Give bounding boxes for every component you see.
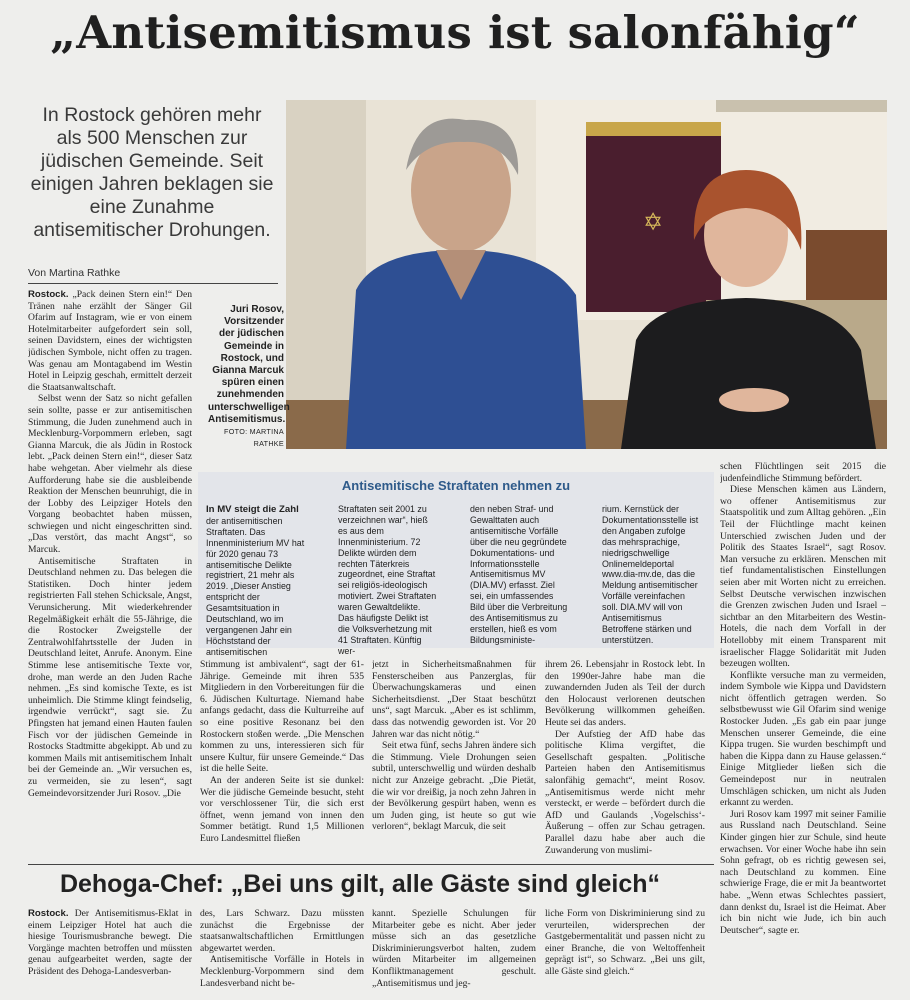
- article-column-1: [28, 289, 192, 857]
- article-column-2: [200, 659, 364, 864]
- svg-text:✡: ✡: [642, 208, 664, 236]
- paragraph: Der Aufstieg der AfD habe das politische Klima vergiftet, die Gesellschaft gespalten. „Politische Parteien haben den Antisemitismus salonfähig gemacht“, meint Rosov. „Antisemitismus werde nicht mehr versteckt, er werde – befördert durch die AfD und Gaulands ‚Vogelschiss‘-Äußerung – offen zur Schau getragen. Parallel dazu habe aber auch die Zuwanderung von muslimi-: [545, 728, 705, 856]
- photo-credit: FOTO: MARTINA RATHKE: [224, 427, 284, 449]
- article2-column-2: [200, 908, 364, 1000]
- article2-column-3: [372, 908, 536, 1000]
- paragraph: Antisemitische Straftaten in Deutschland nehmen zu. Das belegen die Statistiken. Doch hinter jedem registrierten Fall stehen Schicksale, Angst, Verunsicherung. Mit wiederkehrender Regelmäßigkeit erhält die 55-Jährige, die die Rostocker Zweigstelle der Zentralwohlfahrtsstelle der Juden in Deutschland leitet, Anrufe. Anonym. Eine Stimme lese antisemitische Texte vor, drohe, man werde an den Juden Rache nehmen. „Es sind komische Texte, es ist unheimlich. Die Stimme klingt feindselig, irgendwie verrückt“, sagt sie. Zu Pfingsten hat jemand einen Hauten faulen Fisch vor der jüdischen Gemeinde in Rostocks Stadtmitte abgekippt. Ab und zu kommen Mails mit antisemitischem Inhalt bei der Gemeinde an. „Wir versuchen es, zu vermeiden, sie zu lesen“, sagt Gemeindevorsitzender Juri Rosov. „Die: [28, 555, 192, 799]
- section-rule: [28, 864, 714, 865]
- paragraph: Antisemitische Vorfälle in Hotels in Mecklenburg-Vorpommern sind dem Landesverband nicht be-: [200, 954, 364, 989]
- paragraph: „Pack deinen Stern ein!“ Den Tränen nahe erzählt der Sänger Gil Ofarim auf Instagram, wie er von einem Hotelmitarbeiter aufgefordert sein soll, seinen Davidstern, eines der wichtigsten jüdischen Symbole, nicht offen zu tragen. Was genau am Montagabend im Westin Hotel in Leipzig geschah, ermittelt derzeit die Staatsanwaltschaft.: [28, 289, 192, 393]
- article-photo: [286, 100, 887, 449]
- paragraph: liche Form von Diskriminierung sind zu verurteilen, widersprechen der Gastgebermentalität und passen nicht zu einer Branche, die von Weltoffenheit geprägt ist“, so Schwarz. „Bei uns gilt, alle Gäste sind gleich.“: [545, 908, 705, 977]
- article-column-5: [720, 461, 886, 1000]
- paragraph: Konflikte versuche man zu vermeiden, indem Symbole wie Kippa und Davidstern nicht öffentlich getragen werden. So selbstbewusst wie Gil Ofarim sind wenige Rostocker Juden. „Es gab ein paar junge Menschen unserer Gemeinde, die eine Kippa trugen. Sie wurden beschimpft und haben die Kippa dann zu Hause gelassen.“ Einige Mitglieder ließen sich die Gemeindepost nur in neutralen Umschlägen schicken, um nicht als Juden erkannt zu werden.: [720, 669, 886, 809]
- article-column-4: [545, 659, 705, 864]
- caption-text: Juri Rosov, Vorsitzender der jüdischen Gemeinde in Rostock, und Gianna Marcuk spüren einen zunehmenden unterschwelligen Antisemitismus.: [208, 304, 290, 425]
- photo-caption: [208, 304, 290, 450]
- dateline: Rostock.: [28, 908, 69, 919]
- info-box-column-2: Straftaten seit 2001 zu verzeichnen war“, hieß es aus dem Innenministerium. 72 Delikte würden dem rechten Täterkreis zugeordnet, eine Straftat sei religiös-ideologisch motiviert. Zwei Straftaten waren Gewaltdelikte. Das häufigste Delikt ist die Volksverhetzung mit 41 Straftaten. Künftig wer-: [338, 504, 437, 656]
- dateline: Rostock.: [28, 289, 69, 300]
- paragraph: Juri Rosov kam 1997 mit seiner Familie aus Russland nach Deutschland. Seine Kinder gingen hier zur Schule, sind heute erwachsen. Vor einer Woche habe ihn sein Sohn gefragt, ob es richtig gewesen sei, nach Deutschland zu kommen. Eine schwierige Frage, die er mit Ja beantwortet habe. „Wenn etwas Schlechtes passiert, dann denkst du, Israel ist die Heimat. Aber ich bin nicht wie Jude, ich bin auch Deutscher“, sagte er.: [720, 808, 886, 936]
- info-box-column-4: rium. Kernstück der Dokumentationsstelle ist den Angaben zufolge das mehrsprachige, niedrigschwellige Onlinemeldeportal www.dia-mv.de, das die Meldung antisemitischer Vorfälle vereinfachen soll. DIA.MV will von Antisemitismus Betroffene stärken und unterstützen.: [602, 504, 699, 645]
- article-column-3: [372, 659, 536, 864]
- byline: Von Martina Rathke: [28, 267, 121, 279]
- info-box-title: Antisemitische Straftaten nehmen zu: [341, 478, 571, 493]
- info-box: [198, 472, 714, 657]
- info-box-column-3: den neben Straf- und Gewalttaten auch antisemitische Vorfälle über die neu gegründete Dokumentations- und Informationsstelle Antisemitismus MV (DIA.MV) erfasst. Ziel sei, ein umfassendes Bild über die Verbreitung des Antisemitismus zu erstellen, hieß es vom Bildungsministe-: [470, 504, 568, 645]
- paragraph: Stimmung ist ambivalent“, sagt der 61-Jährige. Gemeinde mit ihren 535 Mitgliedern in den Vorbereitungen für die 6. Jüdischen Kulturtage. Niemand habe anfangs gedacht, dass die Kulturreihe auf so eine positive Resonanz bei den Rostockern stoßen werde. „Die Menschen kommen zu uns, interessieren sich für unsere Kultur, für unsere Gemeinde.“ Das ist die helle Seite.: [200, 659, 364, 775]
- paragraph: An der anderen Seite ist sie dunkel: Wer die jüdische Gemeinde besucht, steht vor verschlossener Tür, die sich erst öffnet, wenn jemand von innen den Sommer betätigt. Rund 1,5 Millionen Euro Landesmittel fließen: [200, 774, 364, 844]
- article2-column-4: [545, 908, 705, 1000]
- paragraph: schen Flüchtlingen seit 2015 die judenfeindliche Stimmung befördert.: [720, 461, 886, 484]
- headline-2: Dehoga-Chef: „Bei uns gilt, alle Gäste sind gleich“: [59, 870, 661, 898]
- info-box-kicker: In MV steigt die Zahl: [206, 504, 299, 515]
- article2-column-1: [28, 908, 192, 1000]
- byline-rule: [28, 283, 278, 284]
- subheadline: In Rostock gehören mehr als 500 Menschen zur jüdischen Gemeinde. Seit einigen Jahren beklagen sie eine Zunahme antisemitischer Drohungen.: [30, 104, 274, 241]
- headline: „Antisemitismus ist salonfähig“: [50, 6, 860, 59]
- paragraph: des, Lars Schwarz. Dazu müssten zunächst die Ergebnisse der staatsanwaltschaftlichen Ermittlungen abgewartet werden.: [200, 908, 364, 954]
- paragraph: Der Antisemitismus-Eklat in einem Leipziger Hotel hat auch die hiesige Tourismusbranche bewegt. Die Vorgänge machten betroffen und müssten genau aufgearbeitet werden, sagte der Präsident des Dehoga-Landesverban-: [28, 908, 192, 977]
- paragraph: ihrem 26. Lebensjahr in Rostock lebt. In den 1990er-Jahre habe man die zuwandernden Juden als Teil der durch den Holocaust verlorenen deutschen Bevölkerung willkommen geheißen. Heute sei das anders.: [545, 659, 705, 728]
- paragraph: Selbst wenn der Satz so nicht gefallen sein sollte, passe er zur antisemitischen Stimmung, die Juden zunehmend auch in Mecklenburg-Vorpommern erleben, sagt Gianna Marcuk, die als Jüdin in Rostock lebt. „Pack deinen Stern ein!“, dieser Satz habe wehgetan. Aber vielmehr als diese Aufforderung habe sie die ausbleibende Reaktion der Menschen beunruhigt, die in der Lobby des Leipziger Hotels den Vorgang beobachtet haben müssen, schwiegen und nicht eingeschritten sind. „Das verstört, das macht Angst“, so Marcuk.: [28, 393, 192, 556]
- paragraph: jetzt in Sicherheitsmaßnahmen für Fensterscheiben aus Panzerglas, für Überwachungskameras und einen Sicherheitsdienst. „Der Staat beschützt uns“, sagt Marcuk. „Aber es ist schlimm, dass das notwendig geworden ist. Vor 20 Jahren war das nicht nötig.“: [372, 659, 536, 740]
- paragraph: kannt. Spezielle Schulungen für Mitarbeiter gebe es nicht. Aber jeder müsse sich an das gesetzliche Diskriminierungsverbot halten, zudem würden Mitarbeiter im allgemeinen Konfliktmanagement geschult. „Antisemitismus und jeg-: [372, 908, 536, 989]
- info-box-column-1: [206, 504, 306, 658]
- paragraph: Seit etwa fünf, sechs Jahren ändere sich die Stimmung. Viele Drohungen seien subtil, unterschwellig und würden deshalb nicht zur Anzeige gebracht. „Die Pietät, die wir vor dreißig, ja noch zehn Jahren in der Bevölkerung gespürt haben, wenn es um Juden ging, ist heute so gut wie verloren“, beklagt Marcuk, die seit: [372, 740, 536, 833]
- paragraph: Diese Menschen kämen aus Ländern, wo offener Antisemitismus zur Staatspolitik und zum Alltag gehören. „Ein Teil der Flüchtlinge macht keinen Unterschied zwischen Juden und der Politik des Staates Israel“, sagt Rosov. Man versuche zu erklären. Menschen mit tief fundamentalistischen Einstellungen seien aber mit Worten nicht zu erreichen. Selbst Deutsche verwischen inzwischen die Grenzen zwischen Juden und Israel – sichtbar an den Mitarbeitern des Westin-Hotels, die nach dem Vorfall in der Hotellobby mit einem Transparent mit israelischer Flagge Solidarität mit Juden bezeugen wollten.: [720, 484, 886, 670]
- info-box-text: der antisemitischen Straftaten. Das Innenministerium MV hat für 2020 genau 73 antisemitische Delikte registriert, 21 mehr als 2019. „Dieser Anstieg entspricht der Gesamtsituation in Deutschland, wo im vergangenen Jahr ein Höchststand der antisemitischen: [206, 515, 305, 657]
